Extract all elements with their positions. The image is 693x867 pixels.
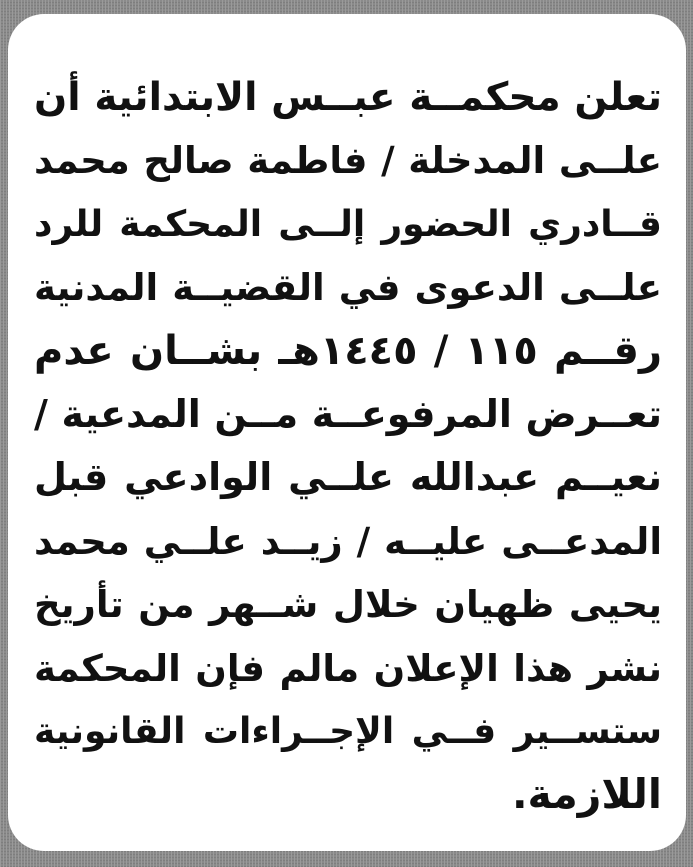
notice-line: رقــم ١١٥ / ١٤٤٥هـ بشــان عدم (34, 327, 662, 374)
notice-frame (8, 14, 686, 851)
notice-line: علــى المدخلة / فاطمة صالح محمد (34, 139, 662, 183)
notice-line: يحيى ظهيان خلال شــهر من تأريخ (34, 583, 662, 627)
notice-line: ستســير فــي الإجــراءات القانونية (34, 710, 662, 752)
notice-line: تعــرض المرفوعــة مــن المدعية / (34, 391, 662, 436)
notice-line: علــى الدعوى في القضيــة المدنية (34, 266, 662, 310)
notice-line: نعيــم عبدالله علــي الوادعي قبل (34, 455, 662, 500)
notice-line: تعلن محكمــة عبــس الابتدائية أن (34, 75, 662, 120)
notice-line: نشر هذا الإعلان مالم فإن المحكمة (34, 646, 662, 690)
notice-line: المدعــى عليــه / زيــد علــي محمد (34, 519, 662, 563)
court-notice-text (34, 66, 662, 827)
notice-line: اللازمة. (511, 770, 662, 819)
notice-line: قــادري الحضور إلــى المحكمة للرد (34, 203, 662, 245)
